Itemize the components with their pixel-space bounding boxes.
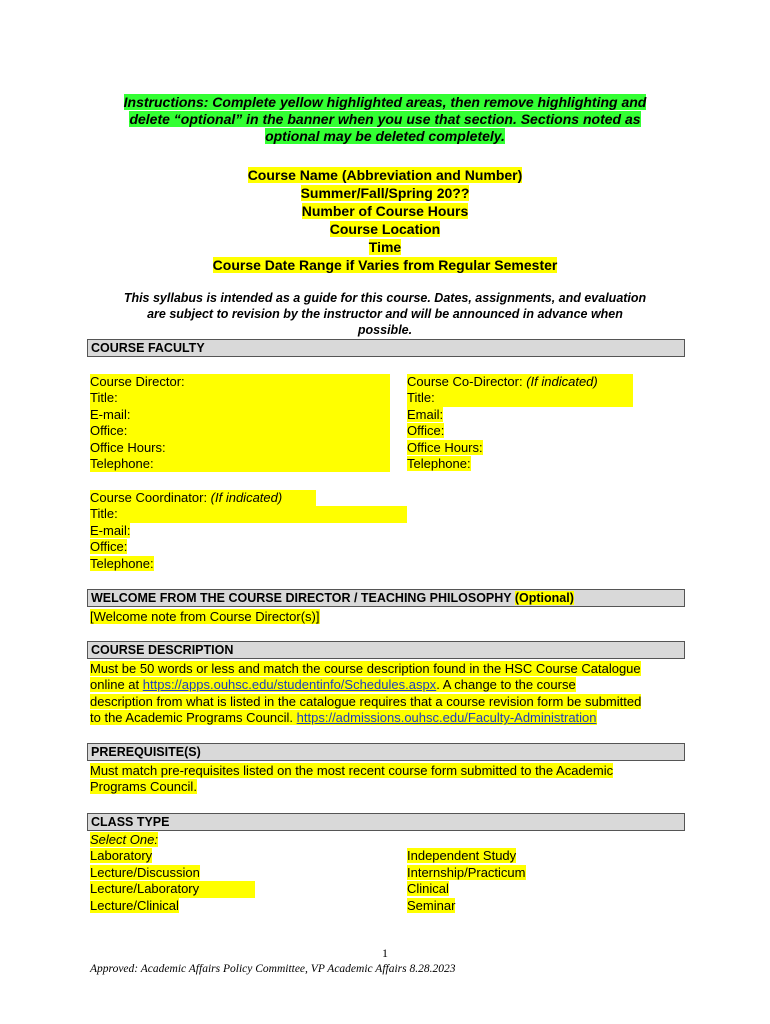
class-type-right	[407, 848, 526, 914]
prerequisites-line-2: Programs Council.	[90, 779, 197, 795]
course-coordinator-title: Title:	[90, 506, 407, 522]
course-director-block	[90, 374, 390, 472]
description-line-1: Must be 50 words or less and match the course description found in the HSC Course Catalogue	[90, 661, 641, 676]
course-coordinator-block	[90, 490, 407, 572]
course-coordinator-label-line	[90, 490, 316, 506]
course-codirector-note: (If indicated)	[526, 374, 598, 389]
class-type-option[interactable]: Internship/Practicum	[407, 864, 526, 880]
faculty-administration-link[interactable]: https://admissions.ouhsc.edu/Faculty-Administration	[296, 710, 597, 726]
schedules-link[interactable]: https://apps.ouhsc.edu/studentinfo/Schedules.aspx	[142, 677, 437, 693]
class-type-option[interactable]: Laboratory	[90, 848, 153, 864]
prerequisites-line-1: Must match pre-requisites listed on the most recent course form submitted to the Academic	[90, 763, 614, 778]
course-codirector-telephone: Telephone:	[407, 456, 471, 472]
class-type-option[interactable]: Clinical	[407, 881, 449, 897]
section-heading-class-type: CLASS TYPE	[87, 813, 685, 831]
course-codirector-office: Office:	[407, 423, 445, 439]
course-coordinator-telephone: Telephone:	[90, 555, 154, 571]
instructions-line-1: Instructions: Complete yellow highlighted areas, then remove highlighting and	[123, 94, 647, 110]
course-director-office-hours: Office Hours:	[90, 440, 390, 456]
course-director-office: Office:	[90, 423, 390, 439]
course-codirector-block	[407, 374, 633, 472]
course-coordinator-note: (If indicated)	[210, 490, 283, 505]
prerequisites-body	[90, 763, 613, 796]
class-type-option[interactable]: Lecture/Laboratory	[90, 881, 255, 897]
section-heading-course-description: COURSE DESCRIPTION	[87, 641, 685, 659]
description-line-3: description from what is listed in the catalogue requires that a course revision form be submitted	[90, 693, 642, 709]
approval-footer: Approved: Academic Affairs Policy Committee, VP Academic Affairs 8.28.2023	[90, 963, 456, 975]
course-codirector-label-line	[407, 374, 633, 390]
description-line-2	[90, 677, 576, 692]
class-type-option[interactable]: Lecture/Clinical	[90, 897, 179, 913]
course-description-body	[90, 661, 641, 727]
description-line-4-pre: to the Academic Programs Council.	[90, 710, 297, 726]
class-type-select-one: Select One:	[90, 832, 158, 847]
course-director-label: Course Director:	[90, 374, 390, 390]
course-coordinator-email: E-mail:	[90, 522, 131, 538]
course-codirector-label: Course Co-Director:	[407, 374, 527, 389]
description-line-2-pre: online at	[90, 677, 143, 693]
page-number: 1	[382, 946, 388, 960]
syllabus-disclaimer	[90, 290, 680, 338]
description-line-4	[90, 710, 597, 725]
class-type-option[interactable]: Independent Study	[407, 848, 517, 864]
section-heading-course-faculty: COURSE FACULTY	[87, 339, 685, 357]
course-director-email: E-mail:	[90, 407, 390, 423]
welcome-body	[90, 609, 320, 625]
description-line-2-post: . A change to the course	[436, 677, 576, 693]
course-codirector-email: Email:	[407, 406, 444, 422]
disclaimer-line-3: possible.	[357, 323, 413, 337]
course-date-range: Course Date Range if Varies from Regular Semester	[212, 257, 558, 273]
course-coordinator-office: Office:	[90, 539, 128, 555]
course-term: Summer/Fall/Spring 20??	[300, 185, 470, 201]
section-heading-prerequisites: PREREQUISITE(S)	[87, 743, 685, 761]
welcome-note: [Welcome note from Course Director(s)]	[90, 609, 320, 624]
course-codirector-title: Title:	[407, 390, 633, 406]
welcome-heading-text: WELCOME FROM THE COURSE DIRECTOR / TEACHING PHILOSOPHY	[91, 591, 515, 605]
course-header	[90, 166, 680, 274]
course-coordinator-label: Course Coordinator:	[90, 490, 211, 505]
course-time: Time	[368, 239, 402, 255]
course-hours: Number of Course Hours	[301, 203, 469, 219]
instructions	[90, 94, 680, 145]
class-type-left	[90, 832, 255, 914]
welcome-optional-tag: (Optional)	[514, 591, 574, 605]
section-heading-welcome	[87, 589, 685, 607]
course-director-title: Title:	[90, 390, 390, 406]
course-location: Course Location	[329, 221, 441, 237]
instructions-line-3: optional may be deleted completely.	[265, 128, 505, 144]
course-director-telephone: Telephone:	[90, 456, 390, 472]
course-codirector-office-hours: Office Hours:	[407, 439, 483, 455]
class-type-option[interactable]: Seminar	[407, 897, 456, 913]
instructions-line-2: delete “optional” in the banner when you use that section. Sections noted as	[129, 111, 641, 127]
disclaimer-line-1: This syllabus is intended as a guide for this course. Dates, assignments, and evaluation	[123, 291, 647, 305]
course-name: Course Name (Abbreviation and Number)	[247, 167, 523, 183]
disclaimer-line-2: are subject to revision by the instructor and will be announced in advance when	[147, 307, 623, 321]
class-type-option[interactable]: Lecture/Discussion	[90, 864, 200, 880]
